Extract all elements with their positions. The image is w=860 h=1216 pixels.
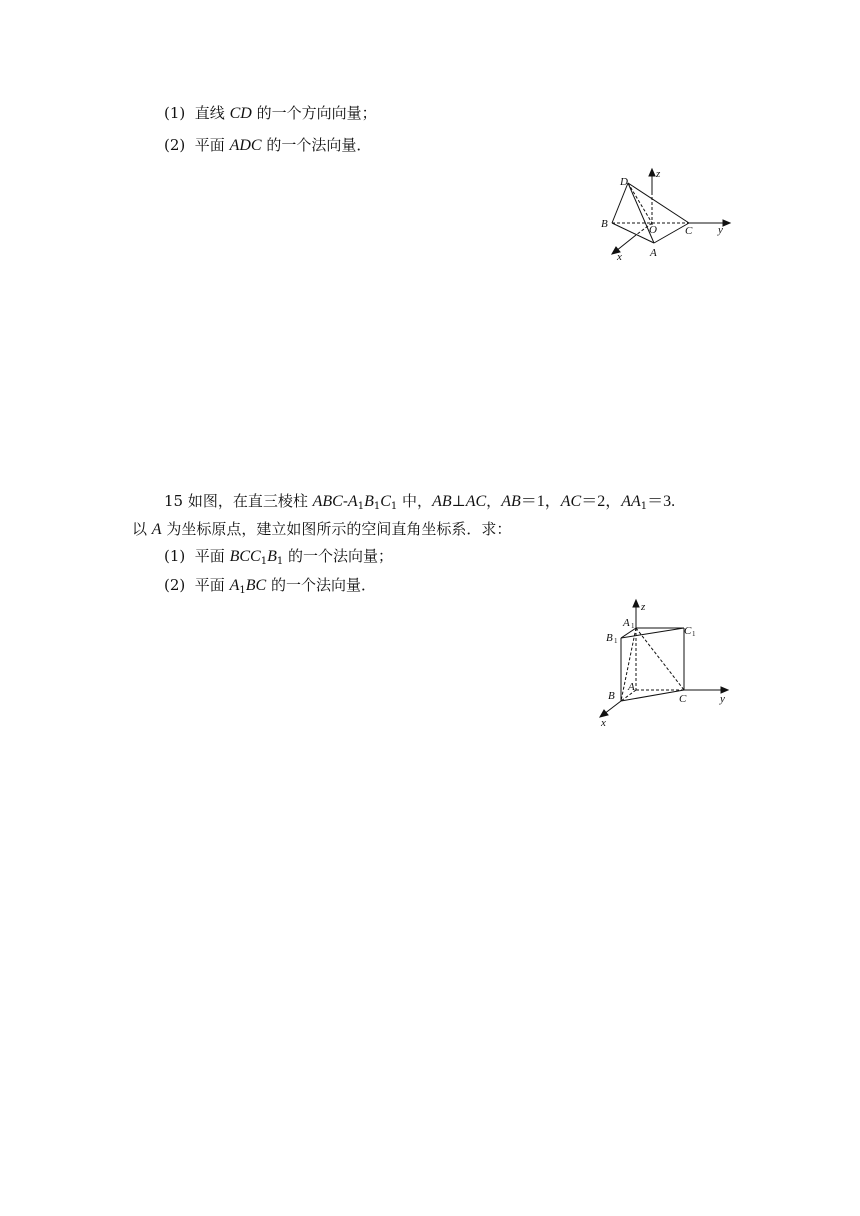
p15-p2-s3: BC bbox=[245, 577, 267, 594]
p15-l1-s3: A bbox=[347, 493, 358, 510]
p15-l2-s1: A bbox=[151, 521, 162, 538]
p15-l1-s12: AC bbox=[465, 493, 487, 510]
p14-part1 bbox=[164, 103, 377, 124]
p14-part2-label: (2) bbox=[164, 136, 186, 154]
p14-label-A: A bbox=[650, 247, 657, 259]
p15-label-C: C bbox=[679, 693, 687, 705]
p15-l1-s0: 15 如图，在直三棱柱 bbox=[164, 492, 313, 510]
p15-p2-s0: 平面 bbox=[194, 576, 230, 594]
p15-p1-s3: B bbox=[267, 548, 277, 565]
p14-part2-text-b: ADC bbox=[229, 137, 262, 154]
p15-label-B1: B bbox=[606, 632, 613, 644]
p15-label-A1: A bbox=[623, 617, 630, 629]
p15-part1 bbox=[164, 546, 393, 572]
p15-figure bbox=[596, 598, 736, 726]
p15-l1-s10: AB bbox=[432, 493, 452, 510]
p14-label-D: D bbox=[620, 176, 628, 188]
p15-p2-s4: 的一个法向量． bbox=[266, 576, 376, 594]
p15-l1-s11: ⊥ bbox=[451, 492, 466, 510]
p14-part1-text-c: 的一个方向向量； bbox=[251, 104, 377, 122]
p15-l1-s8: 1 bbox=[390, 501, 398, 512]
p15-label-z: z bbox=[641, 601, 646, 613]
p14-part2-text-a: 平面 bbox=[194, 136, 230, 154]
p15-l1-s4: 1 bbox=[357, 501, 365, 512]
p15-part2-label: (2) bbox=[164, 576, 186, 594]
p14-label-B: B bbox=[601, 218, 608, 230]
p14-part1-text-a: 直线 bbox=[194, 104, 230, 122]
p15-part2 bbox=[164, 575, 376, 601]
p15-l1-s20: ＝3. bbox=[647, 493, 676, 510]
p15-l1-s9: 中， bbox=[397, 492, 433, 510]
p15-l1-s7: C bbox=[380, 493, 391, 510]
p15-l1-s15: ＝1， bbox=[520, 493, 561, 510]
p15-l1-s18: AA bbox=[621, 493, 641, 510]
p15-p1-s1: BCC bbox=[229, 548, 261, 565]
p15-part1-label: (1) bbox=[164, 547, 186, 565]
p15-p1-s4: 1 bbox=[276, 556, 284, 567]
p15-p1-s5: 的一个法向量； bbox=[283, 547, 394, 565]
p15-l1-s17: ＝2， bbox=[581, 493, 622, 510]
p15-l2-s2: 为坐标原点，建立如图所示的空间直角坐标系．求： bbox=[161, 520, 512, 538]
p15-l1-s1: ABC bbox=[312, 493, 343, 510]
p14-figure bbox=[596, 165, 736, 265]
p14-part1-label: (1) bbox=[164, 104, 186, 122]
p14-label-y: y bbox=[718, 224, 723, 236]
p15-label-A: A bbox=[628, 681, 635, 693]
p15-l1-s13: ， bbox=[486, 492, 502, 510]
p15-l1-s19: 1 bbox=[640, 501, 648, 512]
p14-part2-text-c: 的一个法向量． bbox=[261, 136, 372, 154]
p15-label-C1-sub: 1 bbox=[692, 630, 696, 638]
p15-label-A1-sub: 1 bbox=[631, 622, 635, 630]
p15-label-y: y bbox=[720, 693, 725, 705]
p14-label-z: z bbox=[656, 168, 661, 180]
p15-l2-s0: 以 bbox=[132, 520, 152, 538]
p15-p2-s1: A bbox=[229, 577, 240, 594]
p15-l1-s5: B bbox=[364, 493, 374, 510]
p15-p2-s2: 1 bbox=[239, 585, 246, 596]
p15-line1 bbox=[164, 491, 675, 517]
p15-label-B: B bbox=[608, 690, 615, 702]
p15-line2 bbox=[132, 519, 511, 540]
p15-p1-s0: 平面 bbox=[194, 547, 230, 565]
p15-label-B1-sub: 1 bbox=[614, 637, 618, 645]
p15-label-x: x bbox=[601, 717, 606, 726]
p14-label-O: O bbox=[649, 224, 657, 236]
p14-part1-text-b: CD bbox=[229, 105, 252, 122]
p15-l1-s16: AC bbox=[560, 493, 582, 510]
p14-part2 bbox=[164, 135, 371, 156]
p14-label-C: C bbox=[685, 225, 693, 237]
p14-label-x: x bbox=[617, 251, 622, 263]
p15-l1-s14: AB bbox=[501, 493, 521, 510]
p15-label-C1: C bbox=[684, 625, 692, 637]
p15-p1-s2: 1 bbox=[260, 556, 268, 567]
p15-l1-s2: - bbox=[342, 492, 348, 510]
p15-l1-s6: 1 bbox=[373, 501, 381, 512]
